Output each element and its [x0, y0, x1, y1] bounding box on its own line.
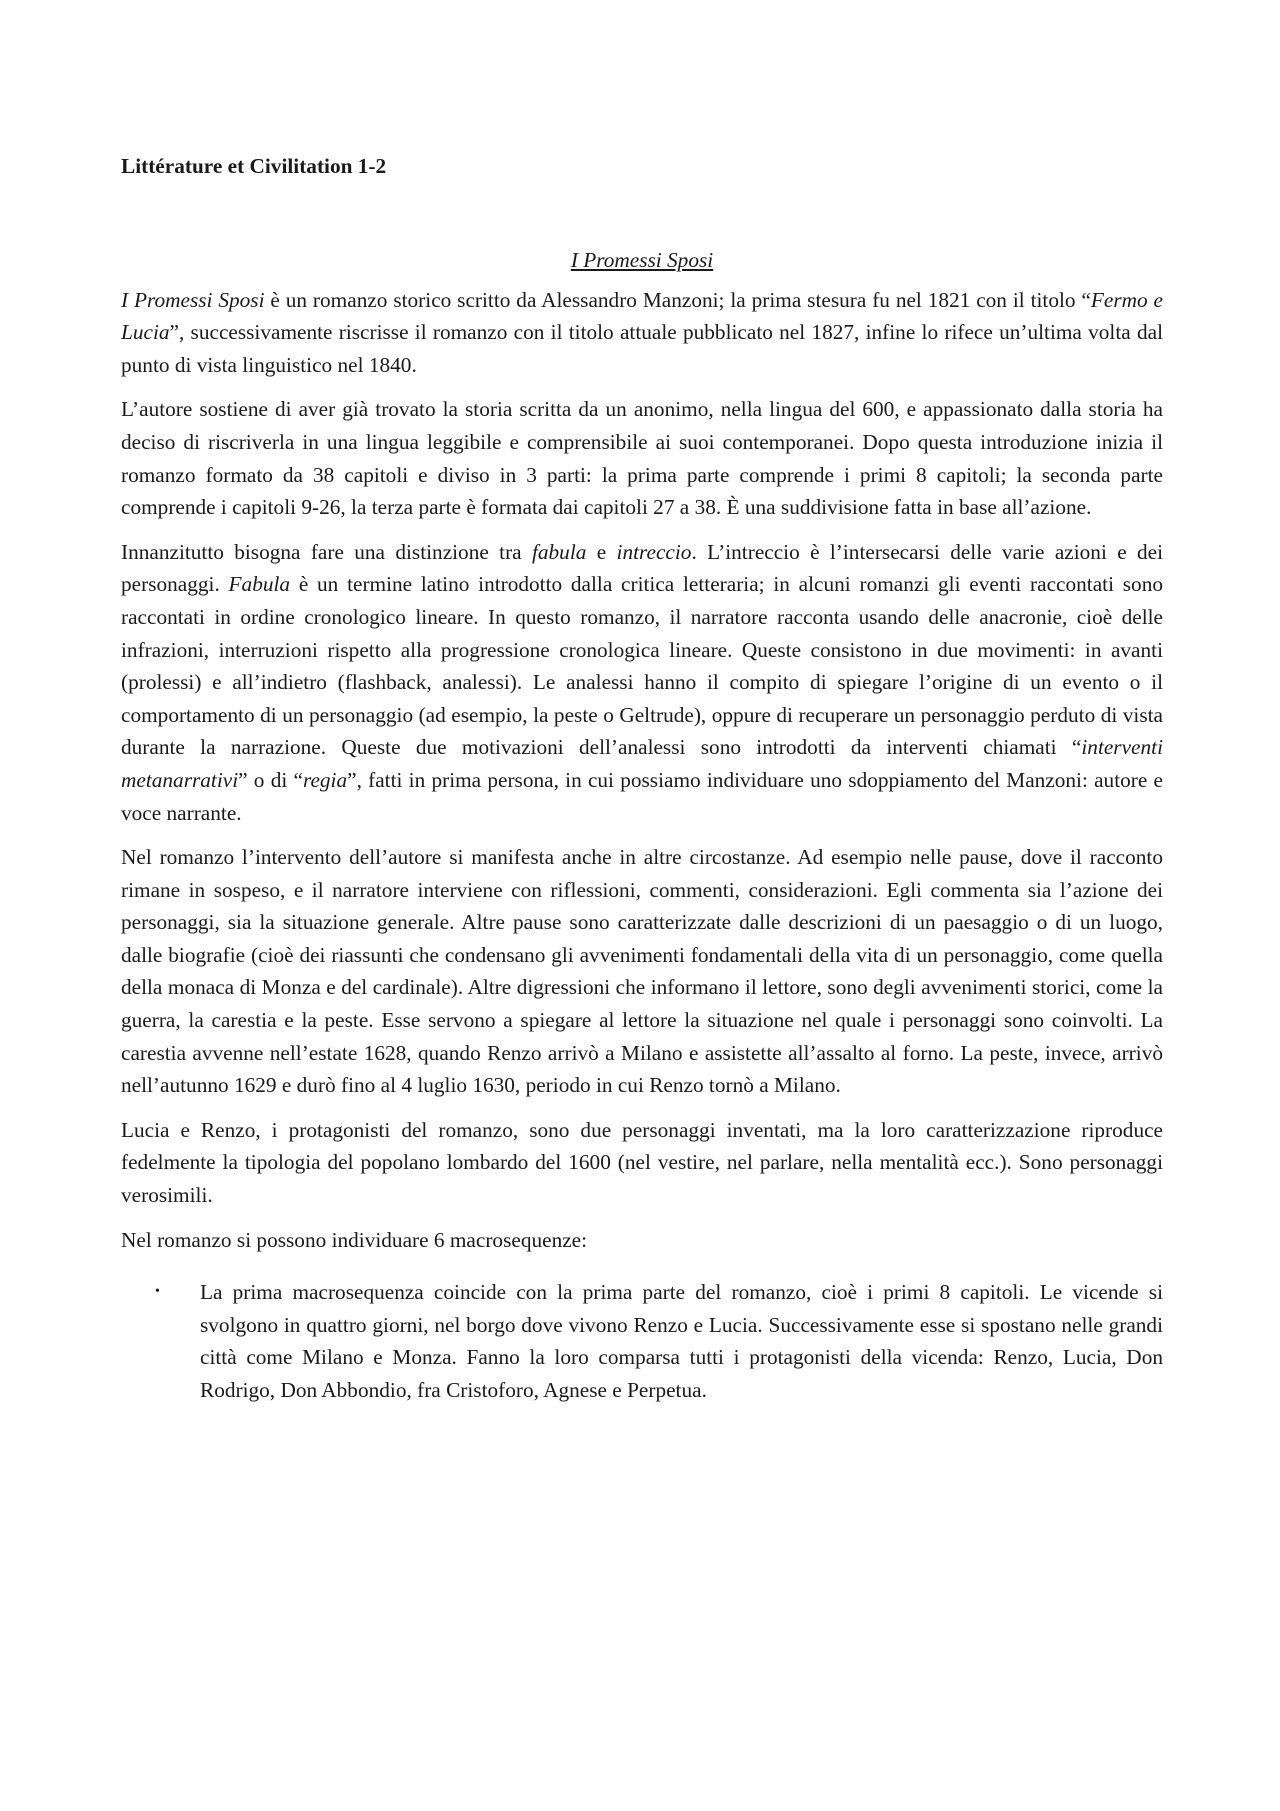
- paragraph: [121, 393, 1163, 523]
- text-run: Nel romanzo si possono individuare 6 macrosequenze:: [121, 1227, 588, 1252]
- text-run: ”, successivamente riscrisse il romanzo con il titolo attuale pubblicato nel 1827, infine lo rifece un’ultima volta dal punto di vista linguistico nel 1840.: [121, 320, 1163, 377]
- bullet-icon: •: [155, 1284, 160, 1300]
- macrosequence-list: [121, 1276, 1163, 1406]
- italic-text: regia: [302, 767, 348, 792]
- paragraphs: [121, 284, 1163, 1257]
- document-header: Littérature et Civilitation 1-2: [121, 154, 387, 178]
- paragraph: [121, 284, 1163, 382]
- italic-text: Fabula: [228, 572, 291, 597]
- text-run: è un romanzo storico scritto da Alessandro Manzoni; la prima stesura fu nel 1821 con il titolo “: [264, 287, 1091, 312]
- text-run: e: [586, 539, 617, 564]
- paragraph: [121, 1114, 1163, 1212]
- italic-text: interventi metanarrativi: [121, 735, 1163, 792]
- document-body: [121, 150, 1163, 1407]
- text-run: Nel romanzo l’intervento dell’autore si manifesta anche in altre circostanze. Ad esempio nelle pause, dove il racconto rimane in sospeso, e il narratore interviene con riflessioni, commenti, considerazioni. Egli commenta sia l’azione dei personaggi, sia la situazione generale. Altre pause sono caratterizzate dalle descrizioni di un paesaggio o di un luogo, dalle biografie (cioè dei riassunti che condensano gli avvenimenti fondamentali della vita di un personaggio, come quella della monaca di Monza e del cardinale). Altre digressioni che informano il lettore, sono degli avvenimenti storici, come la guerra, la carestia e la peste. Esse servono a spiegare al lettore la situazione nel quale i personaggi sono coinvolti. La carestia avvenne nell’estate 1628, quando Renzo arrivò a Milano e assistette all’assalto al forno. La peste, invece, arrivò nell’autunno 1629 e durò fino al 4 luglio 1630, periodo in cui Renzo tornò a Milano.: [121, 845, 1163, 1098]
- text-run: è un termine latino introdotto dalla critica letteraria; in alcuni romanzi gli eventi raccontati sono raccontati in ordine cronologico lineare. In questo romanzo, il narratore racconta usando delle anacronie, cioè delle infrazioni, interruzioni rispetto alla progressione cronologica lineare. Queste consistono in due movimenti: in avanti (prolessi) e all’indietro (flashback, analessi). Le analessi hanno il compito di spiegare l’origine di un evento o il comportamento di un personaggio (ad esempio, la peste o Geltrude), oppure di recuperare un personaggio perduto di vista durante la narrazione. Queste due motivazioni dell’analessi sono introdotti da interventi chiamati “: [121, 572, 1163, 760]
- paragraph: [121, 841, 1163, 1102]
- italic-text: I Promessi Sposi: [121, 287, 265, 312]
- section-title: [121, 244, 1163, 277]
- section-title-text: I Promessi Sposi: [570, 248, 714, 272]
- italic-text: Fermo e Lucia: [121, 287, 1164, 345]
- paragraph: [121, 1224, 1163, 1257]
- list-item: [121, 1276, 1163, 1406]
- paragraph: [121, 536, 1163, 829]
- text-run: ” o di “: [238, 767, 303, 792]
- text-run: Lucia e Renzo, i protagonisti del romanzo, sono due personaggi inventati, ma la loro caratterizzazione riproduce fedelmente la tipologia del popolano lombardo del 1600 (nel vestire, nel parlare, nella mentalità ecc.). Sono personaggi verosimili.: [121, 1117, 1163, 1208]
- italic-text: fabula: [531, 539, 587, 564]
- text-run: ”, fatti in prima persona, in cui possiamo individuare uno sdoppiamento del Manzoni: autore e voce narrante.: [121, 767, 1164, 825]
- text-run: L’autore sostiene di aver già trovato la storia scritta da un anonimo, nella lingua del 600, e appassionato dalla storia ha deciso di riscriverla in una lingua leggibile e comprensibile ai suoi contemporanei. Dopo questa introduzione inizia il romanzo formato da 38 capitoli e diviso in 3 parti: la prima parte comprende i primi 8 capitoli; la seconda parte comprende i capitoli 9-26, la terza parte è formata dai capitoli 27 a 38. È una suddivisione fatta in base all’azione.: [121, 397, 1163, 520]
- italic-text: intreccio: [616, 539, 692, 564]
- list-item-text: La prima macrosequenza coincide con la prima parte del romanzo, cioè i primi 8 capitoli. Le vicende si svolgono in quattro giorni, nel borgo dove vivono Renzo e Lucia. Successivamente esse si spostano nelle grandi città come Milano e Monza. Fanno la loro comparsa tutti i protagonisti della vicenda: Renzo, Lucia, Don Rodrigo, Don Abbondio, fra Cristoforo, Agnese e Perpetua.: [200, 1280, 1163, 1402]
- text-run: . L’intreccio è l’intersecarsi delle varie azioni e dei personaggi.: [121, 539, 1164, 597]
- text-run: Innanzitutto bisogna fare una distinzione tra: [121, 539, 532, 564]
